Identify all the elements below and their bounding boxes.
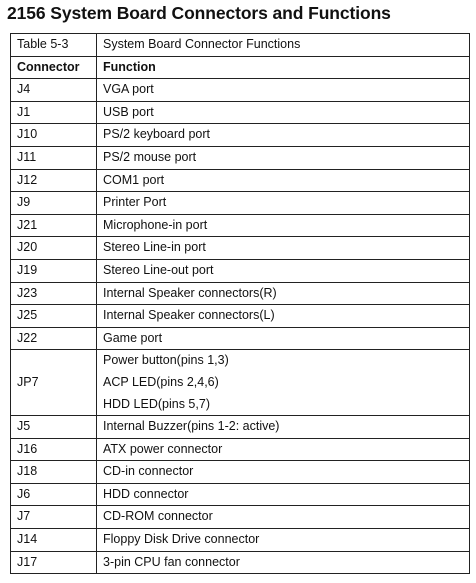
connector-cell: J23 bbox=[11, 282, 97, 305]
connector-cell: J21 bbox=[11, 214, 97, 237]
connector-cell: J4 bbox=[11, 79, 97, 102]
connector-cell: J14 bbox=[11, 529, 97, 552]
function-cell: USB port bbox=[97, 101, 470, 124]
table-row bbox=[11, 237, 470, 260]
function-cell: Internal Buzzer(pins 1-2: active) bbox=[97, 416, 470, 439]
table-row bbox=[11, 461, 470, 484]
function-cell: Internal Speaker connectors(L) bbox=[97, 305, 470, 328]
table-row bbox=[11, 483, 470, 506]
table-row bbox=[11, 551, 470, 574]
table-row bbox=[11, 438, 470, 461]
function-cell: HDD connector bbox=[97, 483, 470, 506]
function-cell: Stereo Line-in port bbox=[97, 237, 470, 260]
table-row bbox=[11, 416, 470, 439]
connector-cell: JP7 bbox=[11, 350, 97, 416]
function-cell: Game port bbox=[97, 327, 470, 350]
function-cell: PS/2 keyboard port bbox=[97, 124, 470, 147]
connector-cell: J20 bbox=[11, 237, 97, 260]
table-caption-row bbox=[11, 34, 470, 57]
connector-cell: J1 bbox=[11, 101, 97, 124]
table-row bbox=[11, 259, 470, 282]
table-row bbox=[11, 529, 470, 552]
function-cell: ATX power connector bbox=[97, 438, 470, 461]
table-row bbox=[11, 192, 470, 215]
function-cell: COM1 port bbox=[97, 169, 470, 192]
function-cell: CD-ROM connector bbox=[97, 506, 470, 529]
table-row bbox=[11, 79, 470, 102]
connector-cell: J7 bbox=[11, 506, 97, 529]
table-header-row bbox=[11, 56, 470, 79]
connector-cell: J6 bbox=[11, 483, 97, 506]
function-cell: Printer Port bbox=[97, 192, 470, 215]
page-title: 2156 System Board Connectors and Functions bbox=[7, 3, 391, 23]
table-row bbox=[11, 327, 470, 350]
connector-cell: J17 bbox=[11, 551, 97, 574]
function-cell: Internal Speaker connectors(R) bbox=[97, 282, 470, 305]
function-cell: Floppy Disk Drive connector bbox=[97, 529, 470, 552]
function-line: Power button(pins 1,3) bbox=[103, 353, 229, 368]
function-cell: Stereo Line-out port bbox=[97, 259, 470, 282]
table-caption-text: System Board Connector Functions bbox=[97, 34, 470, 57]
connector-table bbox=[10, 33, 470, 574]
connector-cell: J16 bbox=[11, 438, 97, 461]
connector-table-body bbox=[11, 34, 470, 574]
table-row bbox=[11, 214, 470, 237]
connector-cell: J25 bbox=[11, 305, 97, 328]
connector-cell: J10 bbox=[11, 124, 97, 147]
table-caption-number: Table 5-3 bbox=[11, 34, 97, 57]
connector-cell: J5 bbox=[11, 416, 97, 439]
table-row bbox=[11, 101, 470, 124]
connector-cell: J19 bbox=[11, 259, 97, 282]
function-cell: VGA port bbox=[97, 79, 470, 102]
function-line: HDD LED(pins 5,7) bbox=[103, 396, 210, 411]
connector-cell: J9 bbox=[11, 192, 97, 215]
function-cell bbox=[97, 350, 470, 416]
function-cell: PS/2 mouse port bbox=[97, 146, 470, 169]
table-row bbox=[11, 124, 470, 147]
column-header-function: Function bbox=[97, 56, 470, 79]
function-line: ACP LED(pins 2,4,6) bbox=[103, 374, 219, 389]
column-header-connector: Connector bbox=[11, 56, 97, 79]
function-cell: 3-pin CPU fan connector bbox=[97, 551, 470, 574]
function-cell: Microphone-in port bbox=[97, 214, 470, 237]
table-row bbox=[11, 506, 470, 529]
connector-cell: J12 bbox=[11, 169, 97, 192]
connector-cell: J22 bbox=[11, 327, 97, 350]
table-row bbox=[11, 282, 470, 305]
table-row bbox=[11, 305, 470, 328]
table-row bbox=[11, 169, 470, 192]
function-cell: CD-in connector bbox=[97, 461, 470, 484]
table-row bbox=[11, 350, 470, 416]
connector-cell: J11 bbox=[11, 146, 97, 169]
connector-cell: J18 bbox=[11, 461, 97, 484]
table-row bbox=[11, 146, 470, 169]
